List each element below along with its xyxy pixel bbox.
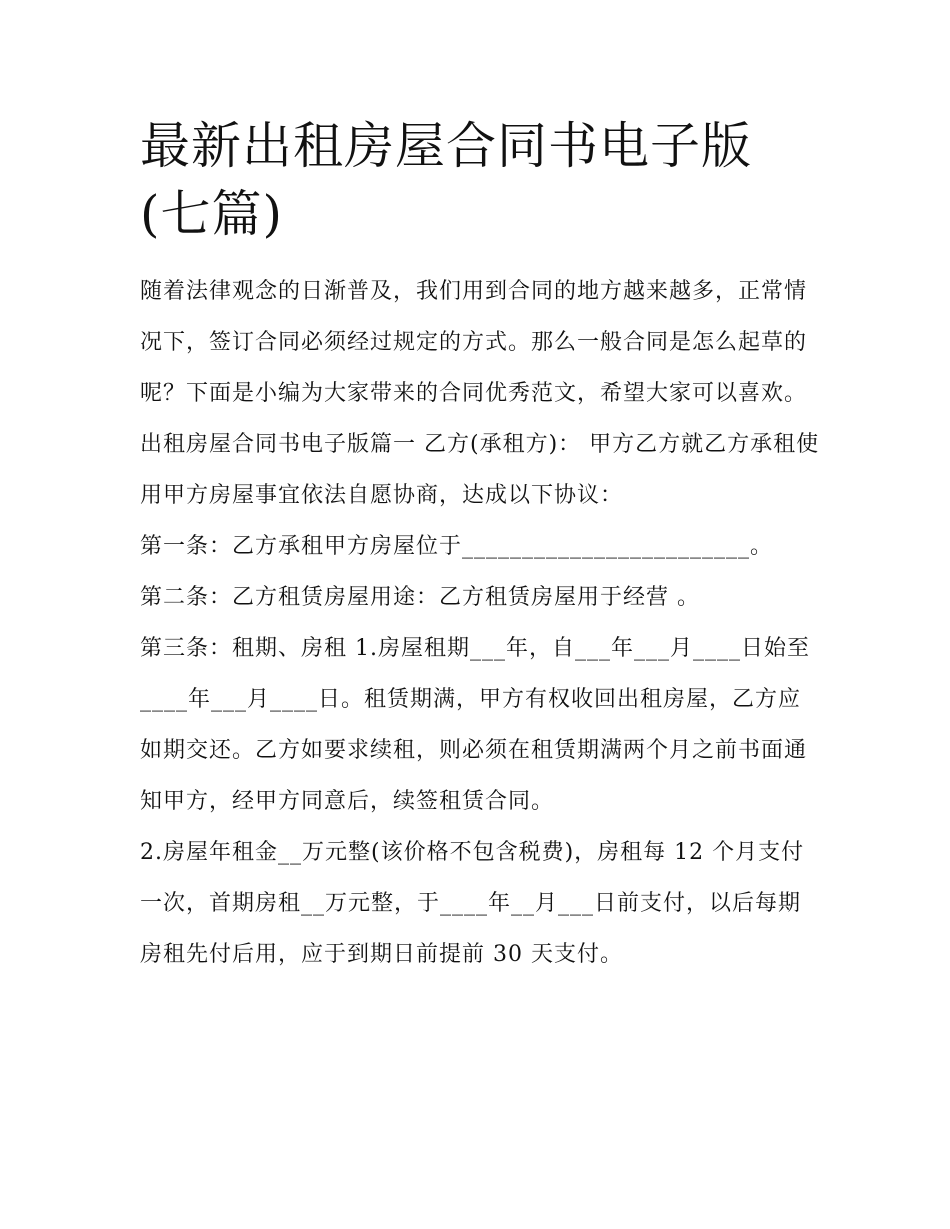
- paragraph-article-2: 第二条：乙方租赁房屋用途：乙方租赁房屋用于经营 。: [140, 585, 700, 610]
- paragraph-lease-term: ____年___月____日。租赁期满，甲方有权收回出租房屋，乙方应如期交还。乙方如要求续租，则必须在租赁期满两个月之前书面通知甲方，经甲方同意后，续签租赁合同。: [140, 687, 808, 814]
- document-title: 最新出租房屋合同书电子版(七篇): [140, 117, 752, 243]
- paragraph-article-3: 第三条：租期、房租 1.房屋租期___年，自___年___月____日始至: [140, 636, 810, 661]
- document-page: [140, 112, 820, 980]
- paragraph-contract-header: 出租房屋合同书电子版篇一 乙方(承租方)： 甲方乙方就乙方承租使用甲方房屋事宜依法自愿协商，达成以下协议：: [140, 432, 820, 508]
- paragraph-annual-rent: 2.房屋年租金__万元整(该价格不包含税费)，房租每 12 个月支付一次，首期房租__万元整，于____年__月___日前支付，以后每期房租先付后用，应于到期日前提前 30 天支付。: [140, 840, 805, 967]
- paragraph-article-1: 第一条：乙方承租甲方房屋位于________________________。: [140, 534, 774, 559]
- paragraph-intro: 随着法律观念的日渐普及，我们用到合同的地方越来越多，正常情况下，签订合同必须经过规定的方式。那么一般合同是怎么起草的呢？下面是小编为大家带来的合同优秀范文，希望大家可以喜欢。: [140, 279, 808, 406]
